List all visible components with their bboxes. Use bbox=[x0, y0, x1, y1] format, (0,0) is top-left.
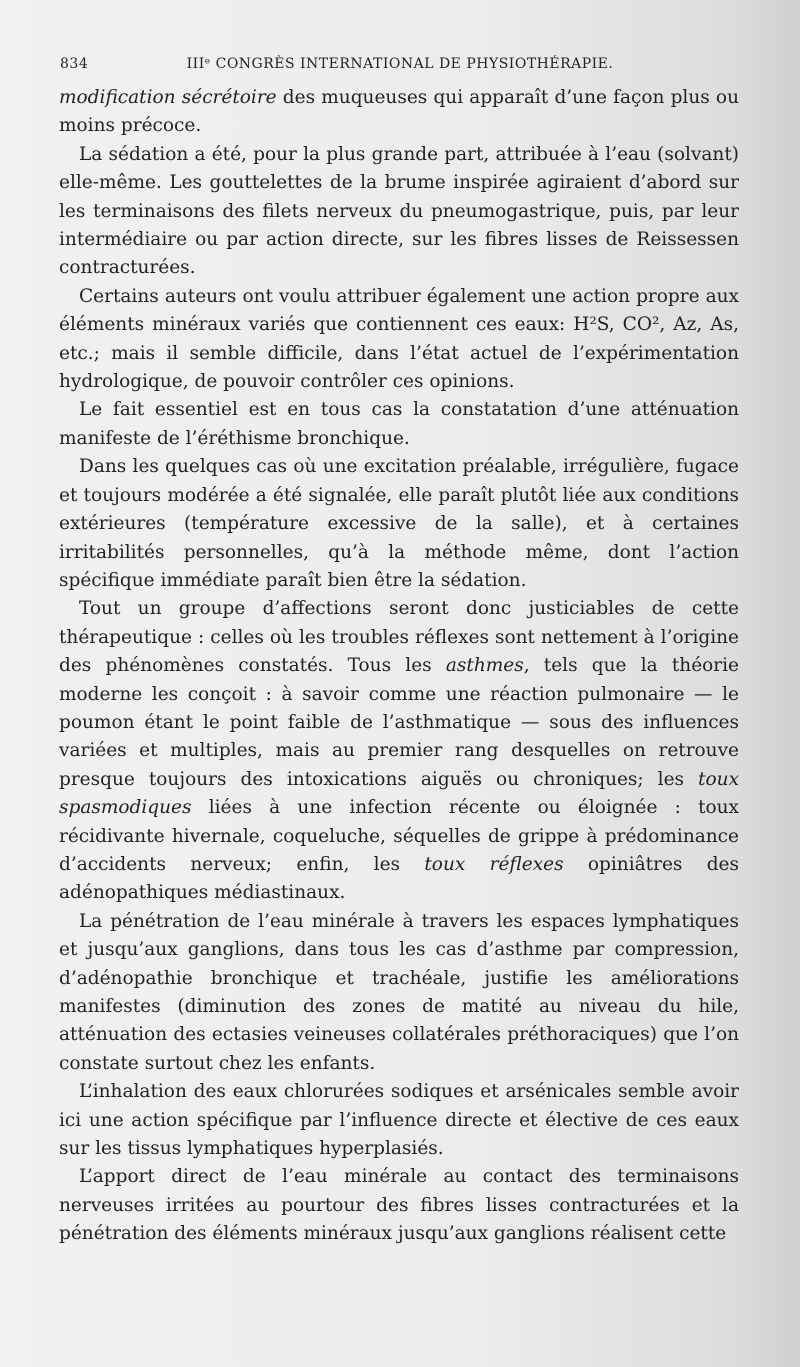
paragraph bbox=[59, 141, 739, 283]
text-run: L’inhalation des eaux chlorurées sodiques et arsénicales semble avoir ici une action spécifique par l’influence directe et élective de ces eaux sur les tissus lymphatiques hyperplasiés. bbox=[59, 1081, 739, 1160]
text-run: , tels que la théorie moderne les conçoit : à savoir comme une réaction pulmonaire — le poumon étant le point faible de l’asthmatique — sous des influences variées et multiples, mais au premier rang desquelles on retrouve presque toujours des intoxications aiguës ou chroniques; les bbox=[59, 655, 740, 790]
text-run: L’apport direct de l’eau minérale au contact des terminaisons nerveuses irritées au pourtour des fibres lisses contracturées et la pénétration des éléments minéraux jusqu’aux ganglions réalisent cette bbox=[59, 1166, 739, 1245]
paragraph bbox=[59, 84, 739, 141]
italic-text: toux spasmodiques bbox=[59, 768, 739, 819]
paragraph bbox=[59, 1078, 739, 1163]
text-run: Certains auteurs ont voulu attribuer également une action propre aux éléments minéraux variés que contiennent ces eaux: H²S, CO², Az, As, etc.; mais il semble difficile, dans l’état actuel de l’expérimentation hydrologique, de pouvoir contrôler ces opinions. bbox=[59, 285, 739, 393]
italic-text: toux réflexes bbox=[424, 853, 564, 875]
paragraph bbox=[59, 908, 739, 1078]
text-run: liées à une infection récente ou éloignée : toux récidivante hivernale, coqueluche, séquelles de grippe à prédominance d’accidents nerveux; enfin, les bbox=[59, 797, 739, 875]
paragraph bbox=[59, 1163, 739, 1248]
text-run: opiniâtres des adénopathiques médiastinaux. bbox=[59, 853, 739, 904]
text-run: La sédation a été, pour la plus grande part, attribuée à l’eau (solvant) elle-même. Les gouttelettes de la brume inspirée agiraient d’abord sur les terminaisons des filets nerveux du pneumogastrique, puis, par leur intermédiaire ou par action directe, sur les fibres lisses de Reissessen contracturées. bbox=[59, 143, 739, 279]
text-run: La pénétration de l’eau minérale à travers les espaces lymphatiques et jusqu’aux ganglions, dans tous les cas d’asthme par compression, d’adénopathie bronchique et trachéale, justifie les améliorations manifestes (diminution des zones de matité au niveau du hile, atténuation des ectasies veineuses collatérales préthoraciques) que l’on constate surtout chez les enfants. bbox=[59, 910, 739, 1074]
text-run: Tout un groupe d’affections seront donc justiciables de cette thérapeutique : celles où les troubles réflexes sont nettement à l’origine des phénomènes constatés. Tous les bbox=[59, 598, 739, 677]
text-run: des muqueuses qui apparaît d’une façon plus ou moins précoce. bbox=[59, 87, 739, 137]
page-header bbox=[60, 56, 740, 82]
running-title: IIIᵉ CONGRÈS INTERNATIONAL DE PHYSIOTHÉRAPIE. bbox=[186, 56, 614, 72]
italic-text: modification sécrétoire bbox=[59, 87, 277, 108]
body-text bbox=[59, 84, 739, 1249]
paragraph bbox=[59, 453, 739, 595]
text-run: Le fait essentiel est en tous cas la constatation d’une atténuation manifeste de l’éréthisme bronchique. bbox=[59, 399, 739, 449]
italic-text: asthmes bbox=[445, 655, 524, 677]
paragraph bbox=[59, 283, 739, 397]
page-number: 834 bbox=[60, 56, 89, 72]
paragraph bbox=[59, 595, 739, 907]
text-run: Dans les quelques cas où une excitation préalable, irrégulière, fugace et toujours modérée a été signalée, elle paraît plutôt liée aux conditions extérieures (température excessive de la salle), et à certaines irritabilités personnelles, qu’à la méthode même, dont l’action spécifique immédiate paraît bien être la sédation. bbox=[59, 456, 739, 591]
paragraph bbox=[59, 396, 739, 453]
